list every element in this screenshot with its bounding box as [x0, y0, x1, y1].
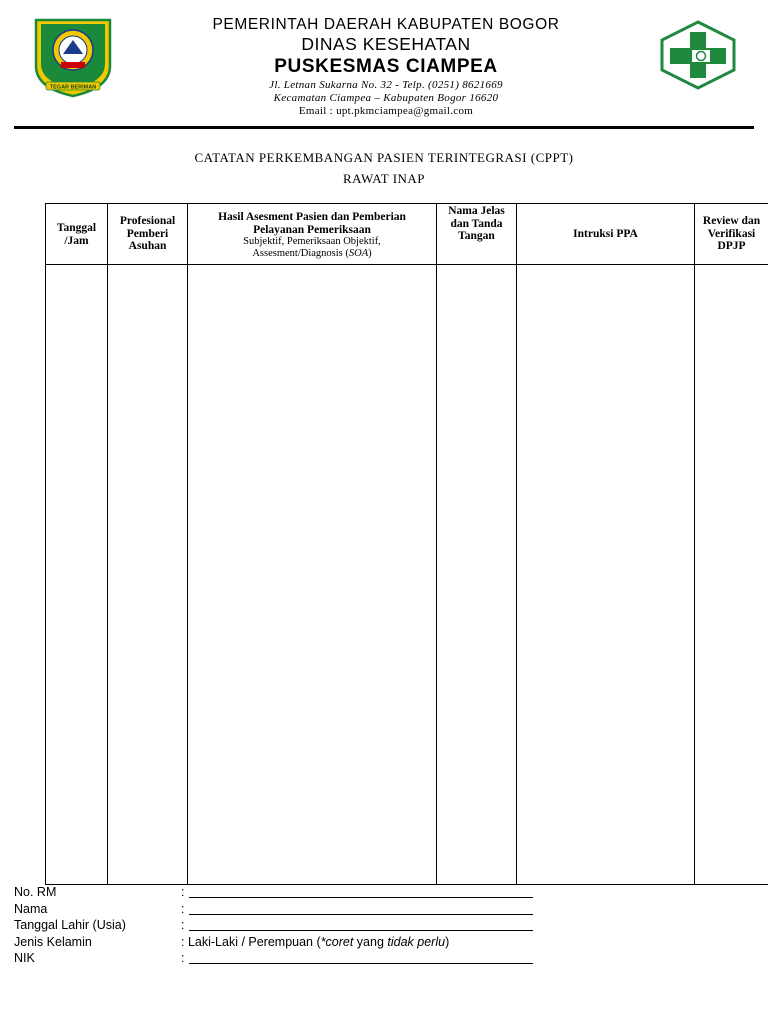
document-title: CATATAN PERKEMBANGAN PASIEN TERINTEGRASI (CPPT): [194, 150, 574, 165]
email-line: Email : upt.pkmciampea@gmail.com: [298, 105, 474, 117]
info-row-rm: [14, 884, 574, 901]
bogor-regency-shield-icon: [30, 14, 116, 98]
puskesmas-cross-icon: [658, 20, 738, 90]
address-line-2: Kecamatan Ciampea – Kabupaten Bogor 16620: [273, 92, 499, 104]
colon: :: [181, 885, 185, 899]
table-col-border-5: [694, 203, 695, 885]
rm-label: No. RM: [14, 885, 57, 899]
nik-fill-line[interactable]: [189, 963, 533, 964]
facility-name: PUSKESMAS CIAMPEA: [274, 56, 498, 77]
info-row-gender: [14, 934, 574, 951]
name-label: Nama: [14, 901, 48, 916]
colon: :: [181, 918, 185, 932]
letterhead: [186, 16, 586, 118]
patient-info: [14, 884, 574, 967]
header-nama-tanda-tangan: Nama Jelas dan Tanda Tangan: [448, 205, 505, 242]
table-col-border-0: [45, 203, 46, 885]
rm-fill-line[interactable]: [189, 897, 533, 898]
table-col-border-4: [516, 203, 517, 885]
colon: :: [181, 901, 185, 916]
header-tanggal-jam: Tanggal /Jam: [56, 222, 97, 247]
letterhead-divider: [14, 126, 754, 129]
table-col-border-3: [436, 203, 437, 885]
logo-motto: TEGAR BERIMAN: [49, 84, 97, 91]
header-hasil-asesment: Hasil Asesment Pasien dan Pemberian Pelayanan Pemeriksaan Subjektif, Pemeriksaan Objektif, Assesment/Diagnosis (SOA): [218, 211, 406, 259]
gender-options: : Laki-Laki / Perempuan (*coret yang tidak perlu): [181, 934, 450, 949]
name-fill-line[interactable]: [189, 914, 533, 915]
department-name: DINAS KESEHATAN: [301, 34, 471, 54]
dob-fill-line[interactable]: [189, 930, 533, 931]
table-col-border-2: [187, 203, 188, 885]
gender-label: Jenis Kelamin: [14, 934, 92, 949]
info-row-nik: [14, 950, 574, 967]
dob-label: Tanggal Lahir (Usia): [14, 918, 126, 932]
document-subtitle: RAWAT INAP: [342, 171, 426, 186]
header-profesional: Profesional Pemberi Asuhan: [119, 215, 176, 252]
colon: :: [181, 951, 185, 965]
header-review-dpjp: Review dan Verifikasi DPJP: [702, 215, 761, 252]
info-row-dob: [14, 917, 574, 934]
info-row-name: [14, 901, 574, 918]
government-name: PEMERINTAH DAERAH KABUPATEN BOGOR: [212, 16, 560, 33]
nik-label: NIK: [14, 951, 35, 965]
header-intruksi-ppa: Intruksi PPA: [573, 228, 638, 240]
address-line-1: Jl. Letnan Sukarna No. 32 - Telp. (0251) 8621669: [269, 79, 503, 91]
table-col-border-1: [107, 203, 108, 885]
table-header-divider: [45, 264, 768, 265]
table-top-border: [45, 203, 768, 204]
